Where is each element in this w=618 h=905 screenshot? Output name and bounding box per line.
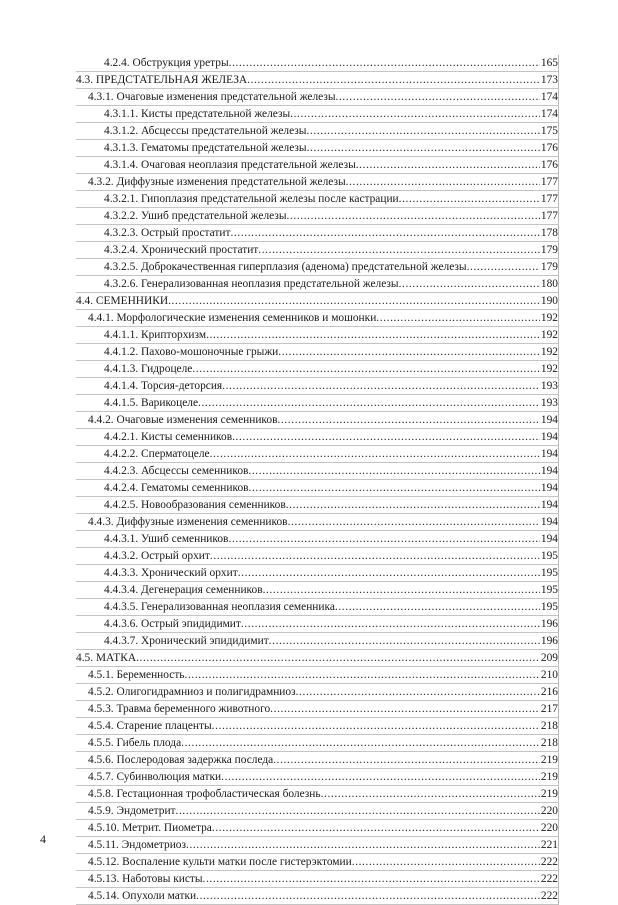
toc-leader-dots	[203, 871, 540, 887]
toc-entry-title: 4.3.1.1. Кисты предстательной железы	[104, 108, 291, 120]
toc-leader-dots	[288, 514, 540, 530]
toc-entry-page: 219	[540, 771, 558, 783]
toc-leader-dots	[277, 412, 539, 428]
toc-entry-title: 4.4.1.5. Варикоцеле	[104, 397, 199, 409]
toc-entry	[76, 276, 558, 293]
toc-entry	[76, 293, 558, 310]
toc-leader-dots	[352, 854, 540, 870]
toc-entry-page: 219	[540, 754, 558, 766]
toc-entry-title: 4.5.6. Послеродовая задержка последа	[88, 754, 274, 766]
toc-entry-title: 4.4.2.4. Гематомы семенников	[104, 482, 249, 494]
toc-entry-page: 218	[540, 720, 558, 732]
toc-entry-title: 4.5.7. Субинволюция матки	[88, 771, 222, 783]
toc-entry-title: 4.4. СЕМЕННИКИ	[76, 295, 169, 307]
toc-entry-title: 4.4.3.2. Острый орхит	[104, 550, 210, 562]
toc-entry-title: 4.5.2. Олигогидрамниоз и полигидрамниоз	[88, 686, 296, 698]
toc-entry-page: 193	[540, 397, 558, 409]
toc-entry-page: 180	[540, 278, 558, 290]
toc-entry	[76, 395, 558, 412]
toc-entry	[76, 123, 558, 140]
toc-entry-page: 222	[540, 856, 558, 868]
toc-entry	[76, 616, 558, 633]
toc-entry-title: 4.3.2.4. Хронический простатит	[104, 244, 259, 256]
toc-leader-dots	[270, 701, 540, 717]
toc-entry-title: 4.4.3. Диффузные изменения семенников	[88, 516, 288, 528]
toc-leader-dots	[335, 599, 540, 615]
toc-entry-page: 194	[540, 516, 558, 528]
toc-leader-dots	[263, 582, 540, 598]
toc-entry	[76, 191, 558, 208]
toc-entry-page: 196	[540, 635, 558, 647]
toc-entry	[76, 633, 558, 650]
toc-entry-page: 222	[540, 890, 558, 902]
toc-entry	[76, 548, 558, 565]
toc-leader-dots	[241, 616, 540, 632]
toc-entry-title: 4.5.11. Эндометриоз	[88, 839, 187, 851]
toc-entry	[76, 89, 558, 106]
toc-entry-page: 195	[540, 550, 558, 562]
toc-entry	[76, 735, 558, 752]
toc-entry	[76, 701, 558, 718]
toc-entry-page: 221	[540, 839, 558, 851]
toc-entry-page: 196	[540, 618, 558, 630]
toc-leader-dots	[186, 837, 540, 853]
toc-leader-dots	[467, 259, 540, 275]
toc-entry	[76, 667, 558, 684]
toc-leader-dots	[198, 395, 540, 411]
toc-entry-page: 194	[540, 448, 558, 460]
toc-leader-dots	[176, 803, 540, 819]
toc-entry-page: 194	[540, 482, 558, 494]
toc-entry	[76, 446, 558, 463]
toc-entry-page: 173	[540, 74, 558, 86]
toc-entry	[76, 463, 558, 480]
toc-entry-page: 195	[540, 584, 558, 596]
toc-leader-dots	[185, 667, 540, 683]
toc-leader-dots	[238, 565, 540, 581]
toc-leader-dots	[136, 650, 540, 666]
toc-entry	[76, 684, 558, 701]
toc-entry	[76, 565, 558, 582]
toc-entry-page: 192	[540, 363, 558, 375]
toc-leader-dots	[269, 633, 540, 649]
toc-leader-dots	[399, 276, 540, 292]
toc-entry	[76, 55, 558, 72]
toc-entry	[76, 480, 558, 497]
toc-entry-title: 4.3.2.1. Гипоплазия предстательной железы после кастрации	[104, 193, 399, 205]
toc-entry	[76, 854, 558, 871]
toc-entry-title: 4.3. ПРЕДСТАТЕЛЬНАЯ ЖЕЛЕЗА	[76, 74, 248, 86]
toc-leader-dots	[356, 157, 540, 173]
toc-leader-dots	[286, 208, 539, 224]
toc-entry-title: 4.4.3.5. Генерализованная неоплазия семенника	[104, 601, 335, 613]
toc-entry	[76, 718, 558, 735]
toc-entry-title: 4.3.1.2. Абсцессы предстательной железы	[104, 125, 307, 137]
toc-entry	[76, 310, 558, 327]
toc-entry-title: 4.4.3.4. Дегенерация семенников	[104, 584, 263, 596]
toc-entry-title: 4.4.1.1. Крипторхизм	[104, 329, 207, 341]
page-number: 4	[40, 832, 46, 846]
toc-entry-page: 218	[540, 737, 558, 749]
toc-leader-dots	[192, 361, 540, 377]
toc-entry-title: 4.4.1.4. Торсия-деторсия	[104, 380, 223, 392]
toc-entry	[76, 208, 558, 225]
toc-leader-dots	[399, 191, 540, 207]
toc-entry-title: 4.4.2.2. Сперматоцеле	[104, 448, 210, 460]
toc-leader-dots	[346, 174, 540, 190]
toc-entry-title: 4.4.3.1. Ушиб семенников	[104, 533, 229, 545]
toc-entry	[76, 259, 558, 276]
toc-entry-page: 176	[540, 142, 558, 154]
toc-entry	[76, 599, 558, 616]
toc-entry-page: 217	[540, 703, 558, 715]
toc-leader-dots	[258, 242, 540, 258]
toc-entry	[76, 361, 558, 378]
toc-entry	[76, 820, 558, 837]
toc-entry-page: 220	[540, 805, 558, 817]
toc-leader-dots	[222, 378, 540, 394]
toc-leader-dots	[247, 72, 540, 88]
toc-leader-dots	[376, 310, 540, 326]
table-of-contents	[76, 55, 559, 905]
toc-entry-title: 4.5.8. Гестационная трофобластическая болезнь	[88, 788, 321, 800]
toc-entry-page: 175	[540, 125, 558, 137]
toc-entry-page: 190	[540, 295, 558, 307]
toc-entry	[76, 786, 558, 803]
toc-entry-page: 176	[540, 159, 558, 171]
toc-entry-page: 174	[540, 108, 558, 120]
toc-entry-page: 194	[540, 414, 558, 426]
toc-entry-title: 4.4.1.2. Пахово-мошоночные грыжи	[104, 346, 279, 358]
toc-entry-title: 4.4.3.7. Хронический эпидидимит	[104, 635, 269, 647]
toc-leader-dots	[168, 293, 540, 309]
toc-entry-title: 4.5.5. Гибель плода	[88, 737, 182, 749]
toc-entry-title: 4.4.3.3. Хронический орхит	[104, 567, 238, 579]
toc-entry-page: 192	[540, 346, 558, 358]
toc-entry-title: 4.5.14. Опухоли матки	[88, 890, 197, 902]
toc-leader-dots	[196, 888, 540, 904]
toc-entry	[76, 140, 558, 157]
toc-entry-page: 178	[540, 227, 558, 239]
toc-entry-title: 4.5.12. Воспаление культи матки после гистерэктомии	[88, 856, 352, 868]
toc-leader-dots	[212, 718, 540, 734]
toc-leader-dots	[273, 752, 540, 768]
toc-entry	[76, 378, 558, 395]
toc-leader-dots	[248, 463, 540, 479]
toc-entry-title: 4.3.2.3. Острый простатит	[104, 227, 231, 239]
toc-entry-title: 4.4.2. Очаговые изменения семенников	[88, 414, 278, 426]
toc-entry	[76, 514, 558, 531]
toc-entry-title: 4.5.10. Метрит. Пиометра	[88, 822, 212, 834]
toc-entry-page: 179	[540, 261, 558, 273]
toc-entry-title: 4.5.3. Травма беременного животного	[88, 703, 271, 715]
toc-entry	[76, 582, 558, 599]
toc-entry	[76, 650, 558, 667]
toc-leader-dots	[229, 55, 540, 71]
toc-entry-title: 4.4.2.3. Абсцессы семенников	[104, 465, 249, 477]
toc-leader-dots	[290, 106, 540, 122]
toc-entry-page: 177	[540, 193, 558, 205]
toc-entry-title: 4.4.2.1. Кисты семенников	[104, 431, 233, 443]
toc-leader-dots	[307, 140, 540, 156]
toc-entry	[76, 72, 558, 89]
toc-leader-dots	[249, 480, 540, 496]
toc-entry-title: 4.5.9. Эндометрит	[88, 805, 176, 817]
toc-entry-page: 194	[540, 533, 558, 545]
toc-entry-page: 179	[540, 244, 558, 256]
toc-entry-page: 194	[540, 499, 558, 511]
toc-entry-title: 4.3.2.5. Доброкачественная гиперплазия (аденома) предстательной железы	[104, 261, 467, 273]
toc-entry	[76, 174, 558, 191]
toc-entry-title: 4.4.1.3. Гидроцеле	[104, 363, 193, 375]
toc-entry	[76, 157, 558, 174]
toc-leader-dots	[210, 446, 540, 462]
toc-entry-page: 220	[540, 822, 558, 834]
toc-entry	[76, 429, 558, 446]
toc-leader-dots	[228, 531, 539, 547]
toc-entry	[76, 106, 558, 123]
toc-entry-title: 4.4.1. Морфологические изменения семенников и мошонки	[88, 312, 377, 324]
toc-entry-page: 193	[540, 380, 558, 392]
toc-leader-dots	[212, 820, 540, 836]
toc-entry	[76, 242, 558, 259]
toc-entry-page: 216	[540, 686, 558, 698]
toc-leader-dots	[336, 89, 540, 105]
toc-entry-title: 4.3.2. Диффузные изменения предстательной железы	[88, 176, 346, 188]
toc-leader-dots	[210, 548, 540, 564]
toc-entry-page: 194	[540, 431, 558, 443]
toc-entry-page: 222	[540, 873, 558, 885]
toc-entry-title: 4.3.1.3. Гематомы предстательной железы	[104, 142, 307, 154]
toc-entry-title: 4.3.1.4. Очаговая неоплазия предстательной железы	[104, 159, 356, 171]
toc-leader-dots	[278, 344, 540, 360]
toc-entry-title: 4.2.4. Обструкция уретры	[104, 57, 229, 69]
toc-leader-dots	[232, 429, 540, 445]
toc-entry	[76, 412, 558, 429]
toc-leader-dots	[181, 735, 540, 751]
toc-leader-dots	[221, 769, 540, 785]
toc-entry	[76, 225, 558, 242]
toc-entry	[76, 327, 558, 344]
toc-entry-title: 4.3.2.2. Ушиб предстательной железы	[104, 210, 287, 222]
toc-entry-title: 4.4.3.6. Острый эпидидимит	[104, 618, 241, 630]
toc-entry-page: 210	[540, 669, 558, 681]
toc-entry-title: 4.4.2.5. Новообразования семенников	[104, 499, 286, 511]
toc-entry-page: 192	[540, 329, 558, 341]
toc-leader-dots	[230, 225, 539, 241]
toc-entry-page: 194	[540, 465, 558, 477]
toc-entry	[76, 803, 558, 820]
toc-entry	[76, 497, 558, 514]
toc-entry	[76, 752, 558, 769]
toc-entry-page: 174	[540, 91, 558, 103]
toc-entry-title: 4.5. МАТКА	[76, 652, 137, 664]
toc-entry	[76, 837, 558, 854]
toc-entry-title: 4.5.13. Наботовы кисты	[88, 873, 203, 885]
toc-entry	[76, 888, 558, 905]
toc-entry-page: 177	[540, 210, 558, 222]
toc-entry-page: 209	[540, 652, 558, 664]
toc-entry-page: 195	[540, 601, 558, 613]
toc-entry-page: 165	[540, 57, 558, 69]
toc-leader-dots	[321, 786, 540, 802]
toc-leader-dots	[296, 684, 540, 700]
toc-entry	[76, 344, 558, 361]
toc-entry-page: 195	[540, 567, 558, 579]
toc-entry-title: 4.5.4. Старение плаценты	[88, 720, 212, 732]
toc-leader-dots	[286, 497, 540, 513]
toc-entry	[76, 531, 558, 548]
toc-entry-title: 4.3.2.6. Генерализованная неоплазия предстательной железы	[104, 278, 399, 290]
toc-entry-page: 219	[540, 788, 558, 800]
toc-entry-title: 4.3.1. Очаговые изменения предстательной железы	[88, 91, 336, 103]
toc-entry-page: 177	[540, 176, 558, 188]
toc-leader-dots	[206, 327, 540, 343]
toc-entry-page: 192	[540, 312, 558, 324]
toc-entry	[76, 769, 558, 786]
toc-entry-title: 4.5.1. Беременность	[88, 669, 185, 681]
toc-leader-dots	[306, 123, 539, 139]
